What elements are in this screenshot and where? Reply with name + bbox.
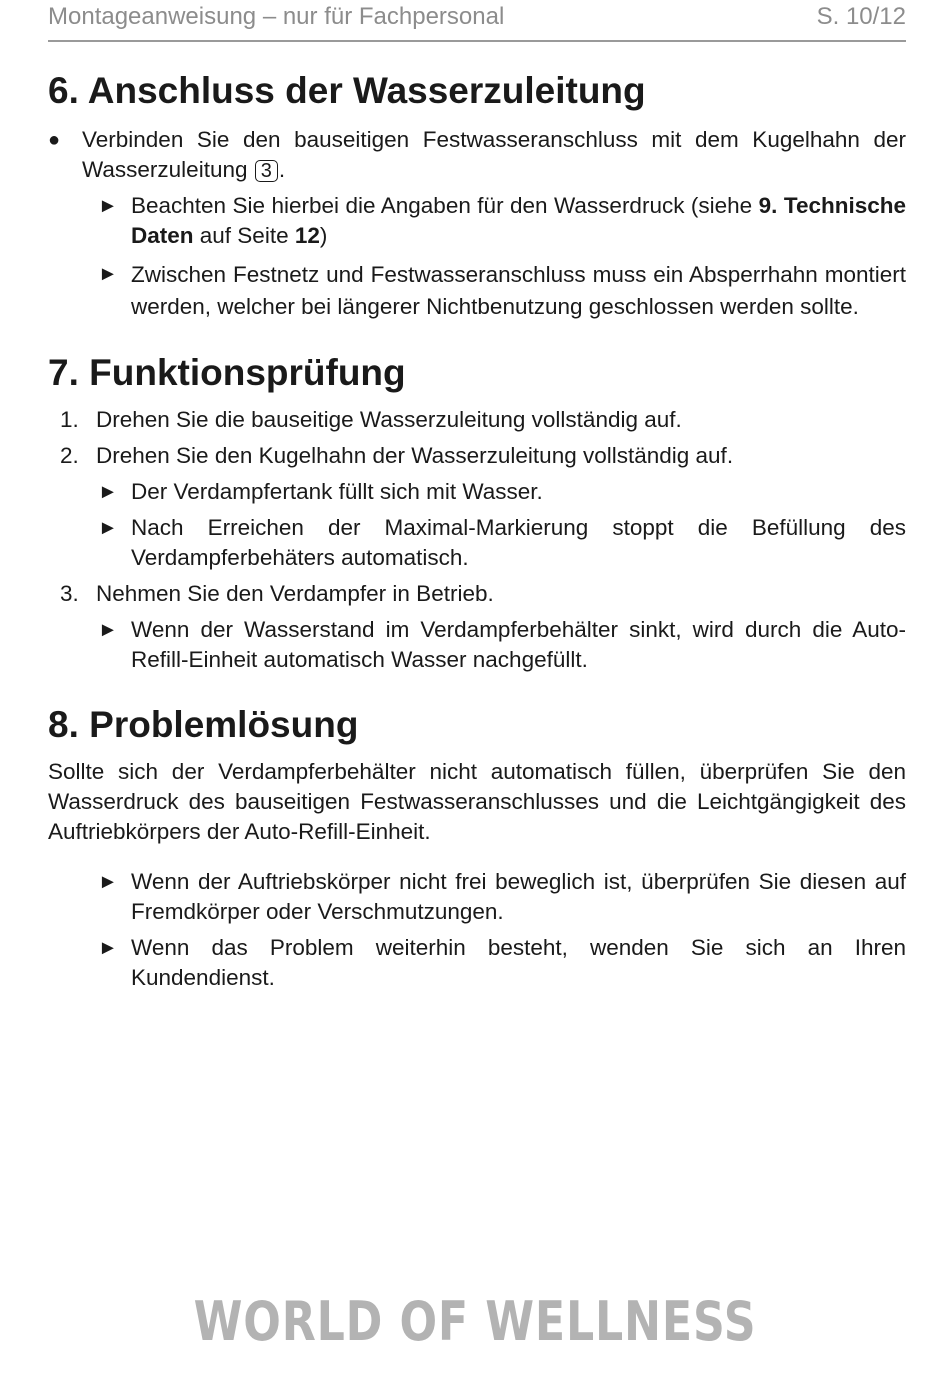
section-7-body xyxy=(48,405,906,675)
arrow-text: Wenn der Auftriebskörper nicht frei beweglich ist, überprüfen Sie diesen auf Fremdkörper oder Verschmutzungen. xyxy=(131,869,906,924)
problem-paragraph: Sollte sich der Verdampferbehälter nicht automatisch füllen, überprüfen Sie den Wasserdruck des bauseitigen Festwasseranschlusses und die Leichtgängigkeit des Auftriebkörpers der Auto-Refill-Einheit. xyxy=(48,759,906,844)
section-6-body xyxy=(48,125,906,323)
page-number: S. 10/12 xyxy=(816,3,906,30)
arrow-right-icon: ► xyxy=(98,481,118,503)
arrow-item xyxy=(48,191,906,251)
bullet-dot-icon: ● xyxy=(48,129,61,151)
arrow-item xyxy=(48,477,906,507)
page-reference: 12 xyxy=(294,223,320,248)
arrow-right-icon: ► xyxy=(98,263,118,285)
arrow-item xyxy=(48,933,906,993)
brand-logo-text: WORLD OF WELLNESS xyxy=(193,1290,757,1353)
section-reference: 9. Technische Daten xyxy=(131,193,907,248)
arrow-item xyxy=(48,259,906,323)
section-heading-7: 7. Funktionsprüfung xyxy=(48,352,406,393)
step-number: 2. xyxy=(60,443,79,468)
section-8-body xyxy=(48,757,906,993)
arrow-text: Der Verdampfertank füllt sich mit Wasser. xyxy=(131,479,543,504)
bullet-main-text: Verbinden Sie den bauseitigen Festwasseranschluss mit dem Kugelhahn der Wasserzuleitung xyxy=(82,127,906,182)
step-text: Drehen Sie die bauseitige Wasserzuleitung vollständig auf. xyxy=(96,407,682,432)
numbered-step xyxy=(48,405,906,435)
step-text: Nehmen Sie den Verdampfer in Betrieb. xyxy=(96,581,494,606)
arrow-text: Wenn der Wasserstand im Verdampferbehälter sinkt, wird durch die Auto-Refill-Einheit automatisch Wasser nachgefüllt. xyxy=(131,617,906,672)
arrow-text-part: ) xyxy=(319,223,328,248)
step-text: Drehen Sie den Kugelhahn der Wasserzuleitung vollständig auf. xyxy=(96,443,734,468)
arrow-text: Nach Erreichen der Maximal-Markierung stoppt die Befüllung des Verdampferbehäters automatisch. xyxy=(131,515,906,570)
arrow-right-icon: ► xyxy=(98,195,118,217)
reference-number-box: 3 xyxy=(255,160,278,182)
arrow-item xyxy=(48,867,906,927)
arrow-text-part: Beachten Sie hierbei die Angaben für den Wasserdruck (siehe xyxy=(131,193,759,218)
page-header xyxy=(48,0,906,42)
document-title: Montageanweisung – nur für Fachpersonal xyxy=(48,3,505,30)
step-number: 3. xyxy=(60,581,79,606)
bullet-item xyxy=(48,125,906,185)
arrow-right-icon: ► xyxy=(98,871,118,893)
arrow-right-icon: ► xyxy=(98,517,118,539)
arrow-right-icon: ► xyxy=(98,937,118,959)
bullet-text xyxy=(82,125,906,185)
section-heading-8: 8. Problemlösung xyxy=(48,704,359,745)
step-number: 1. xyxy=(60,407,79,432)
arrow-text: Zwischen Festnetz und Festwasseranschluss muss ein Absperrhahn montiert werden, welcher bei längerer Nichtbenutzung geschlossen werden sollte. xyxy=(131,262,906,319)
page-content xyxy=(48,42,906,993)
numbered-step xyxy=(48,441,906,471)
arrow-text: Wenn das Problem weiterhin besteht, wenden Sie sich an Ihren Kundendienst. xyxy=(131,935,906,990)
numbered-step xyxy=(48,579,906,609)
arrow-text xyxy=(131,191,906,251)
arrow-text-part: auf Seite xyxy=(193,223,295,248)
section-heading-6: 6. Anschluss der Wasserzuleitung xyxy=(48,70,646,111)
arrow-item xyxy=(48,513,906,573)
bullet-end: . xyxy=(278,157,286,182)
arrow-item xyxy=(48,615,906,675)
arrow-right-icon: ► xyxy=(98,619,118,641)
